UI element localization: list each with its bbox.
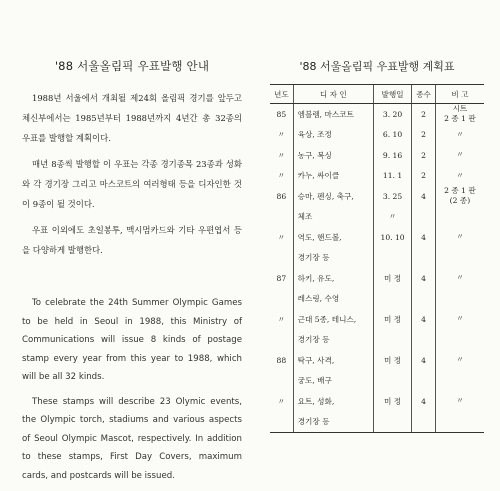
- cell-design: 체조: [293, 207, 373, 228]
- header-count: 종수: [412, 85, 436, 104]
- cell-design: 하키, 유도,: [293, 268, 373, 289]
- cell-count: 4: [412, 186, 436, 207]
- table-row: [270, 289, 484, 310]
- cell-note: [435, 412, 484, 433]
- cell-date: 미 정: [373, 309, 411, 330]
- table-row: [270, 412, 484, 433]
- cell-date: 미 정: [373, 268, 411, 289]
- cell-design: 탁구, 사격,: [293, 350, 373, 371]
- cell-date: 미 정: [373, 350, 411, 371]
- cell-note: 2 종 1 판 (2 종): [435, 186, 484, 207]
- cell-date: [373, 412, 411, 433]
- cell-year: [270, 289, 293, 310]
- table-row: [270, 350, 484, 371]
- cell-design: 농구, 복싱: [293, 145, 373, 166]
- cell-year: [270, 412, 293, 433]
- cell-note: 〃: [435, 350, 484, 371]
- english-paragraph-1: To celebrate the 24th Summer Olympic Games to be held in Seoul in 1988, this Ministry of Communications will issue 8 kinds of postage stamp every year from this year to 1988, which will be all 32 kinds.: [22, 298, 242, 382]
- cell-year: 〃: [277, 396, 286, 406]
- table-row: [270, 330, 484, 351]
- cell-year: 〃: [277, 130, 286, 140]
- table-row: [270, 248, 484, 269]
- cell-note: [435, 289, 484, 310]
- cell-year: [270, 330, 293, 351]
- cell-year: 86: [276, 191, 287, 201]
- cell-date: 6. 10: [373, 125, 411, 146]
- cell-count: 2: [412, 125, 436, 146]
- cell-design: 역도, 핸드볼,: [293, 227, 373, 248]
- cell-note: [435, 248, 484, 269]
- cell-count: 4: [412, 350, 436, 371]
- cell-year: [270, 248, 293, 269]
- cell-date: [373, 289, 411, 310]
- table-row: [270, 371, 484, 392]
- cell-design: 경기장 등: [293, 248, 373, 269]
- cell-year: 〃: [277, 150, 286, 160]
- table-row: [270, 268, 484, 289]
- table-row: [270, 186, 484, 207]
- cell-year: 85: [276, 109, 287, 119]
- cell-design: 승마, 펜싱, 축구,: [293, 186, 373, 207]
- cell-year: 87: [276, 273, 287, 283]
- header-design: 디 자 인: [293, 85, 373, 104]
- cell-design: 궁도, 배구: [293, 371, 373, 392]
- cell-note: 〃: [435, 391, 484, 412]
- cell-year: 〃: [277, 232, 286, 242]
- cell-date: 11. 1: [373, 166, 411, 187]
- korean-paragraph-2: 매년 8종씩 발행할 이 우표는 각종 경기종목 23종과 성화와 각 경기장 그리고 마스코트의 여러형태 등을 디자인한 것이 9종이 될 것이다.: [22, 159, 242, 209]
- cell-year: [270, 207, 293, 228]
- cell-count: 2: [412, 104, 436, 125]
- cell-design: 육상, 조정: [293, 125, 373, 146]
- table-body: [270, 104, 484, 433]
- cell-year: 〃: [277, 171, 286, 181]
- announcement-title: '88 서울올림픽 우표발행 안내: [54, 59, 210, 73]
- cell-design: 경기장 등: [293, 330, 373, 351]
- cell-count: [412, 412, 436, 433]
- cell-count: 2: [412, 166, 436, 187]
- table-row: [270, 227, 484, 248]
- cell-note: 〃: [435, 309, 484, 330]
- header-year: 년도: [270, 85, 293, 104]
- cell-count: [412, 371, 436, 392]
- cell-design: 요트, 성화,: [293, 391, 373, 412]
- cell-date: 3. 20: [373, 104, 411, 125]
- announcement-section: [22, 58, 242, 491]
- cell-count: [412, 207, 436, 228]
- cell-year: 〃: [277, 314, 286, 324]
- cell-design: 카누, 싸이클: [293, 166, 373, 187]
- korean-paragraph-1: 1988년 서울에서 개최될 제24회 올림픽 경기를 앞두고 체신부에서는 1985년부터 1988년까지 4년간 총 32종의 우표를 발행할 계획이다.: [22, 93, 242, 143]
- cell-count: [412, 289, 436, 310]
- table-row: [270, 145, 484, 166]
- cell-date: 9. 16: [373, 145, 411, 166]
- cell-year: 88: [276, 355, 287, 365]
- cell-note: 〃: [435, 125, 484, 146]
- cell-note: 〃: [435, 145, 484, 166]
- cell-design: 근대 5종, 테니스,: [293, 309, 373, 330]
- cell-count: 4: [412, 391, 436, 412]
- cell-date: 미 정: [373, 391, 411, 412]
- schedule-section: [270, 58, 484, 433]
- cell-design: 경기장 등: [293, 412, 373, 433]
- english-paragraph-2: These stamps will describe 23 Olymic events, the Olympic torch, stadiums and various aspects of Seoul Olympic Mascot, respectively. In addition to these stamps, First Day Covers, maximum cards, and postcards will be issued.: [22, 396, 242, 481]
- cell-date: [373, 330, 411, 351]
- cell-count: 4: [412, 268, 436, 289]
- table-row: [270, 309, 484, 330]
- table-row: [270, 125, 484, 146]
- cell-note: 〃: [435, 227, 484, 248]
- cell-count: 4: [412, 309, 436, 330]
- cell-design: 엠블렘, 마스코트: [293, 104, 373, 125]
- table-row: [270, 391, 484, 412]
- cell-date: 〃: [373, 207, 411, 228]
- cell-date: [373, 248, 411, 269]
- cell-count: [412, 330, 436, 351]
- cell-note: [435, 330, 484, 351]
- cell-note: [435, 371, 484, 392]
- cell-note: 〃: [435, 166, 484, 187]
- cell-count: 2: [412, 145, 436, 166]
- header-date: 발행일: [373, 85, 411, 104]
- header-note: 비 고: [435, 85, 484, 104]
- cell-count: [412, 248, 436, 269]
- schedule-title: '88 서울올림픽 우표발행 계획표: [299, 60, 455, 73]
- cell-year: [270, 371, 293, 392]
- table-row: [270, 207, 484, 228]
- table-row: [270, 104, 484, 125]
- cell-date: 3. 25: [373, 186, 411, 207]
- cell-note: 〃: [435, 268, 484, 289]
- table-row: [270, 166, 484, 187]
- schedule-table: [270, 84, 484, 433]
- cell-count: 4: [412, 227, 436, 248]
- cell-date: [373, 371, 411, 392]
- cell-note: 시트 2 종 1 판: [435, 104, 484, 125]
- cell-note: [435, 207, 484, 228]
- table-header-row: [270, 85, 484, 104]
- korean-paragraph-3: 우표 이외에도 초일봉투, 맥시멈카드와 기타 우편엽서 등을 다양하게 발행한다.: [22, 225, 242, 255]
- cell-date: 10. 10: [373, 227, 411, 248]
- cell-design: 레스링, 수영: [293, 289, 373, 310]
